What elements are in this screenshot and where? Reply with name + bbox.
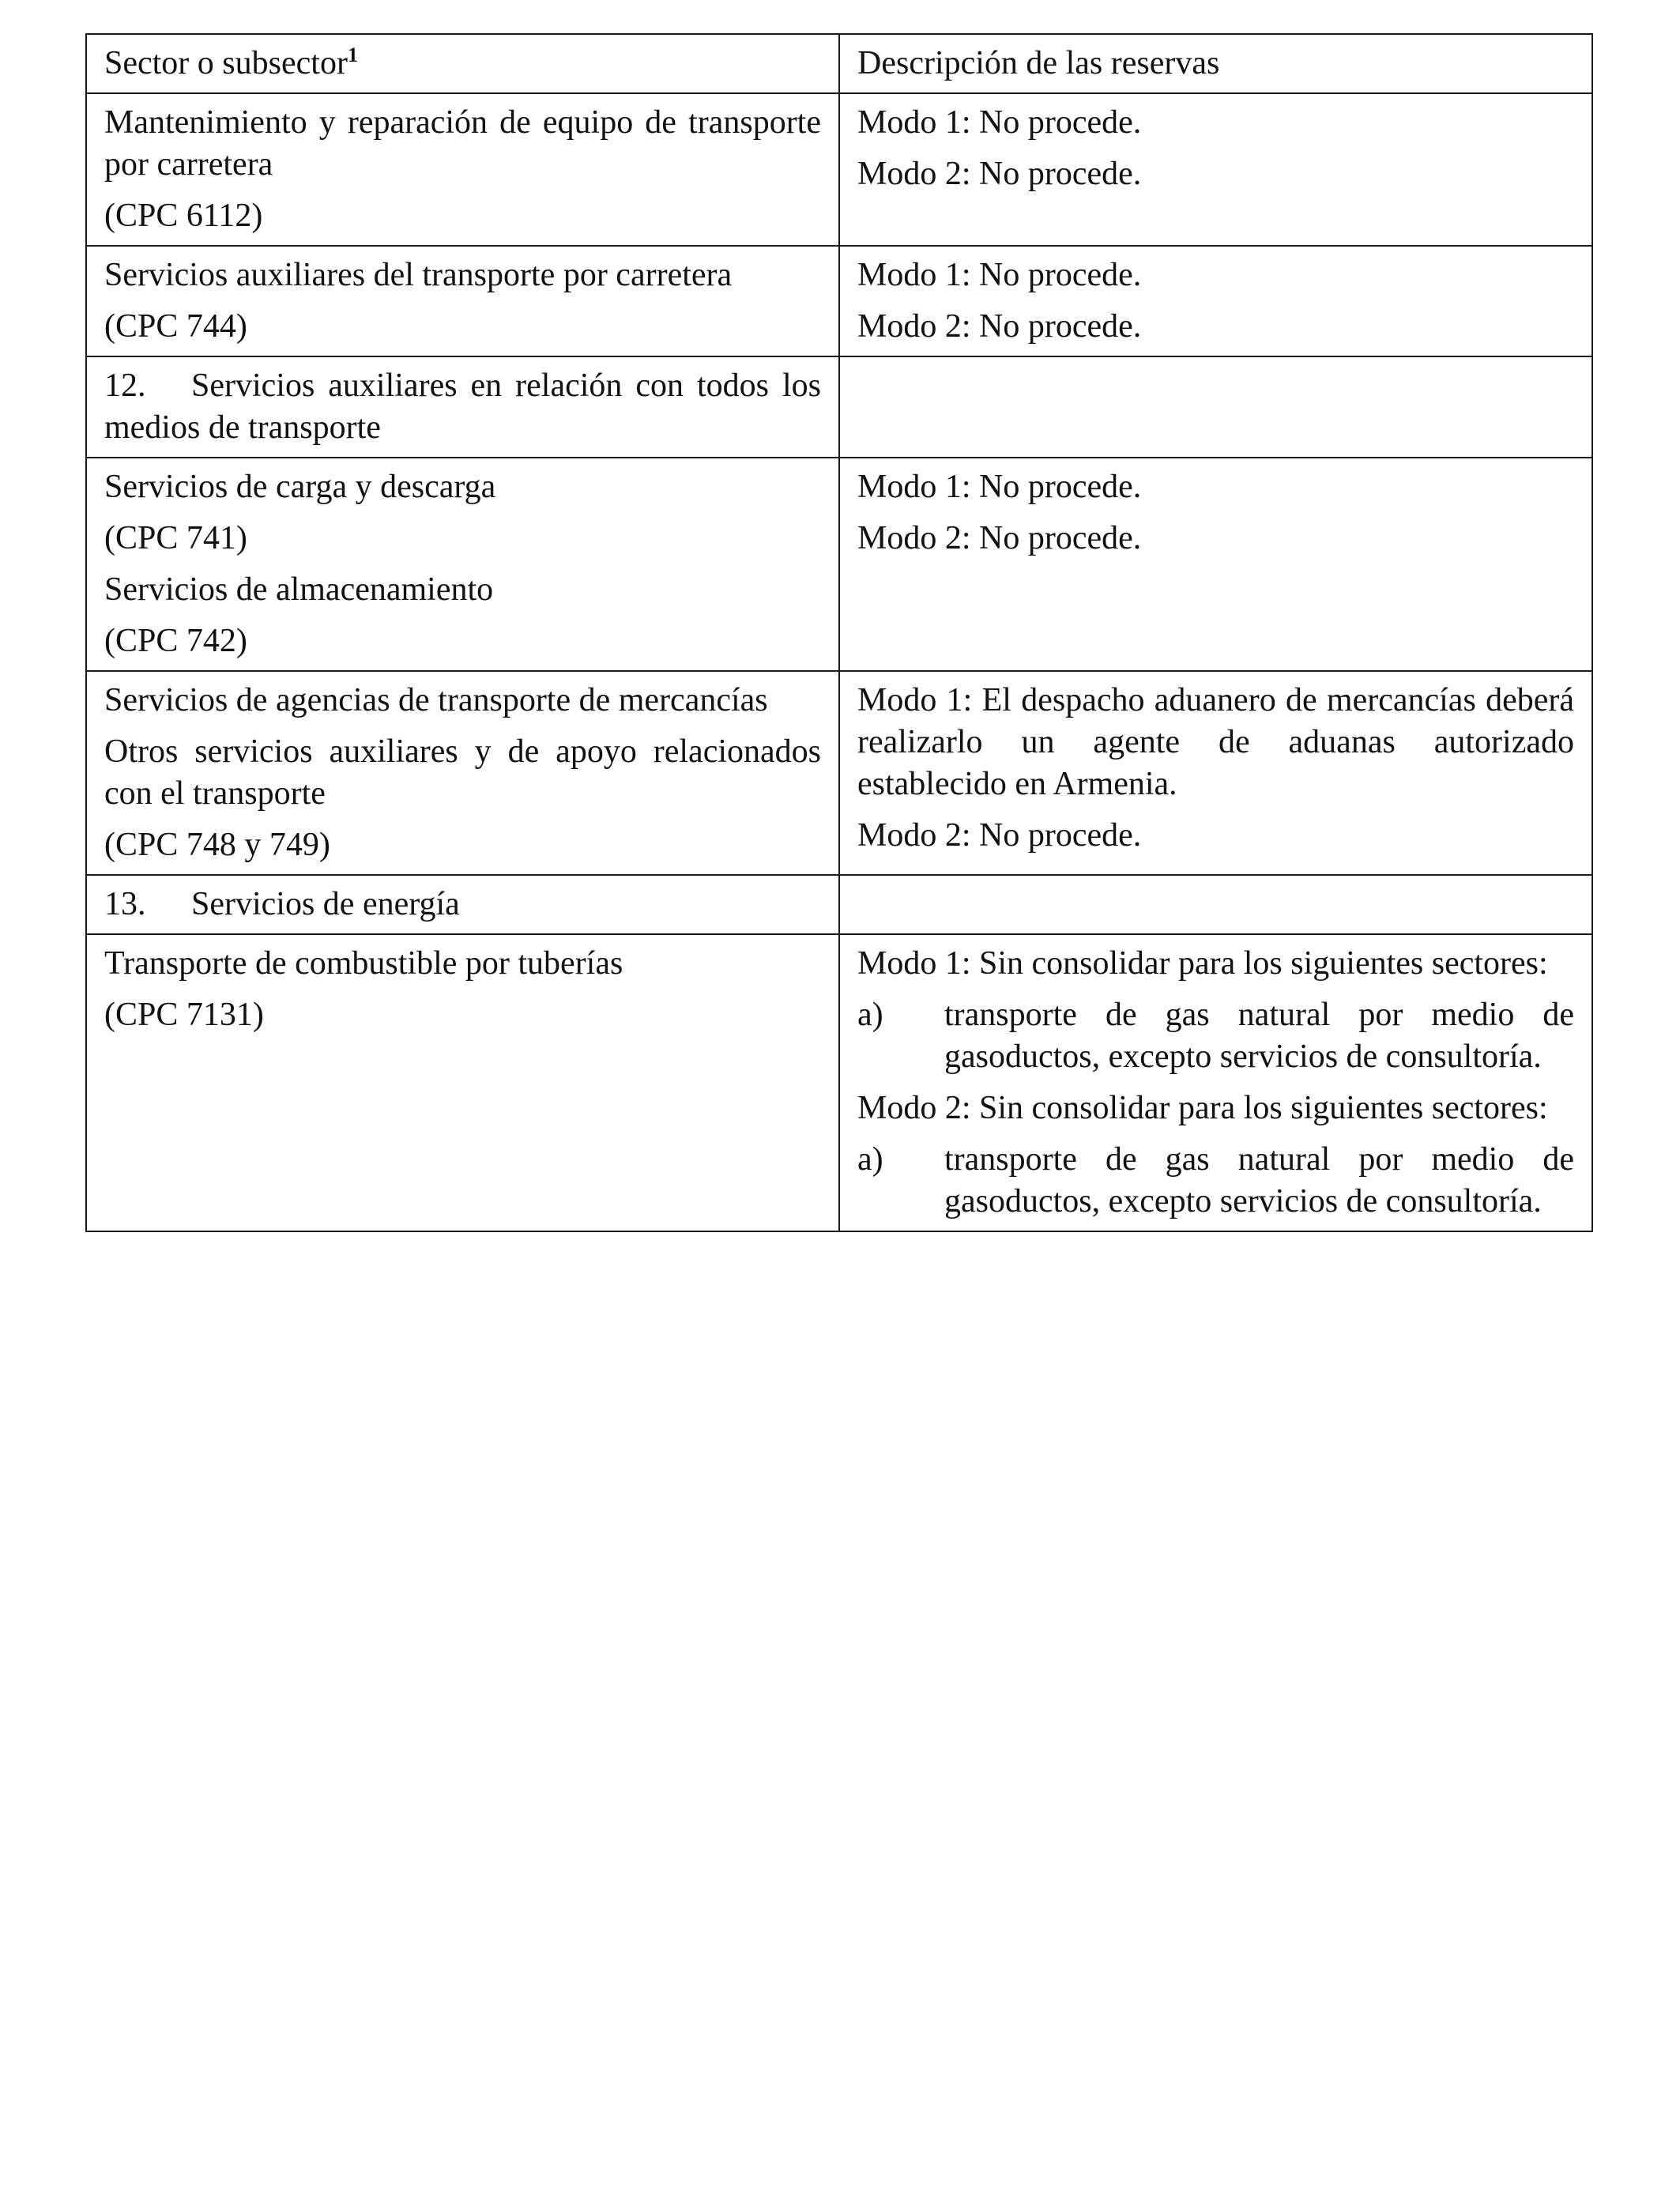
mode-2-text: Modo 2: No procede. [857,817,1142,854]
sector-cell [86,246,839,356]
sector-cell [86,458,839,671]
mode-2-text: Modo 2: Sin consolidar para los siguientes sectores: [857,1090,1548,1126]
cpc-code: (CPC 748 y 749) [104,827,330,863]
footnote-marker: 1 [347,43,358,66]
reservation-cell [839,934,1592,1231]
sector-text: Mantenimiento y reparación de equipo de transporte por carretera [104,104,821,183]
sector-text: Servicios de carga y descarga [104,469,496,505]
reservation-cell [839,246,1592,356]
header-cell-description [839,34,1592,93]
section-row [86,356,1592,458]
sector-text: Servicios de agencias de transporte de mercancías [104,682,768,718]
section-heading [104,365,821,449]
section-title: Servicios de energía [191,886,460,922]
sector-cell [86,671,839,875]
reservation-cell [839,93,1592,246]
list-marker: a) [857,1141,883,1178]
empty-cell [839,356,1592,458]
table-row [86,246,1592,356]
reservation-cell [839,458,1592,671]
mode-1-text: Modo 1: No procede. [857,257,1142,293]
sector-text: Transporte de combustible por tuberías [104,945,623,982]
sector-text: Servicios de almacenamiento [104,571,494,608]
reservation-cell [839,671,1592,875]
mode-2-text: Modo 2: No procede. [857,308,1142,345]
reservations-table [85,33,1593,1232]
cpc-code: (CPC 7131) [104,997,264,1033]
section-heading [104,884,821,925]
list-item-text: transporte de gas natural por medio de gasoductos, excepto servicios de consultoría. [944,1141,1574,1220]
section-number: 12. [104,368,146,404]
sector-cell [86,934,839,1231]
header-cell-sector [86,34,839,93]
mode-2-text: Modo 2: No procede. [857,156,1142,192]
table-row [86,934,1592,1231]
list-marker: a) [857,997,883,1033]
section-number: 13. [104,886,146,922]
table-header-row [86,34,1592,93]
table-row [86,458,1592,671]
header-sector-label: Sector o subsector [104,45,348,81]
table-row [86,93,1592,246]
sector-cell [86,93,839,246]
cpc-code: (CPC 6112) [104,198,263,234]
cpc-code: (CPC 742) [104,623,247,659]
sector-text: Servicios auxiliares del transporte por carretera [104,257,733,293]
header-description-label: Descripción de las reservas [857,45,1220,81]
mode-2-text: Modo 2: No procede. [857,520,1142,556]
section-row [86,875,1592,934]
mode-1-text: Modo 1: No procede. [857,469,1142,505]
section-heading-cell [86,875,839,934]
cpc-code: (CPC 744) [104,308,247,345]
section-title: Servicios auxiliares en relación con todos los medios de transporte [104,368,821,446]
list-item [857,1139,1574,1223]
empty-cell [839,875,1592,934]
section-heading-cell [86,356,839,458]
sector-text: Otros servicios auxiliares y de apoyo relacionados con el transporte [104,733,821,812]
table-row [86,671,1592,875]
list-item [857,994,1574,1078]
mode-1-text: Modo 1: No procede. [857,104,1142,141]
mode-1-text: Modo 1: Sin consolidar para los siguientes sectores: [857,945,1548,982]
mode-1-text: Modo 1: El despacho aduanero de mercancías deberá realizarlo un agente de aduanas autorizado establecido en Armenia. [857,682,1574,802]
list-item-text: transporte de gas natural por medio de gasoductos, excepto servicios de consultoría. [944,997,1574,1075]
cpc-code: (CPC 741) [104,520,247,556]
